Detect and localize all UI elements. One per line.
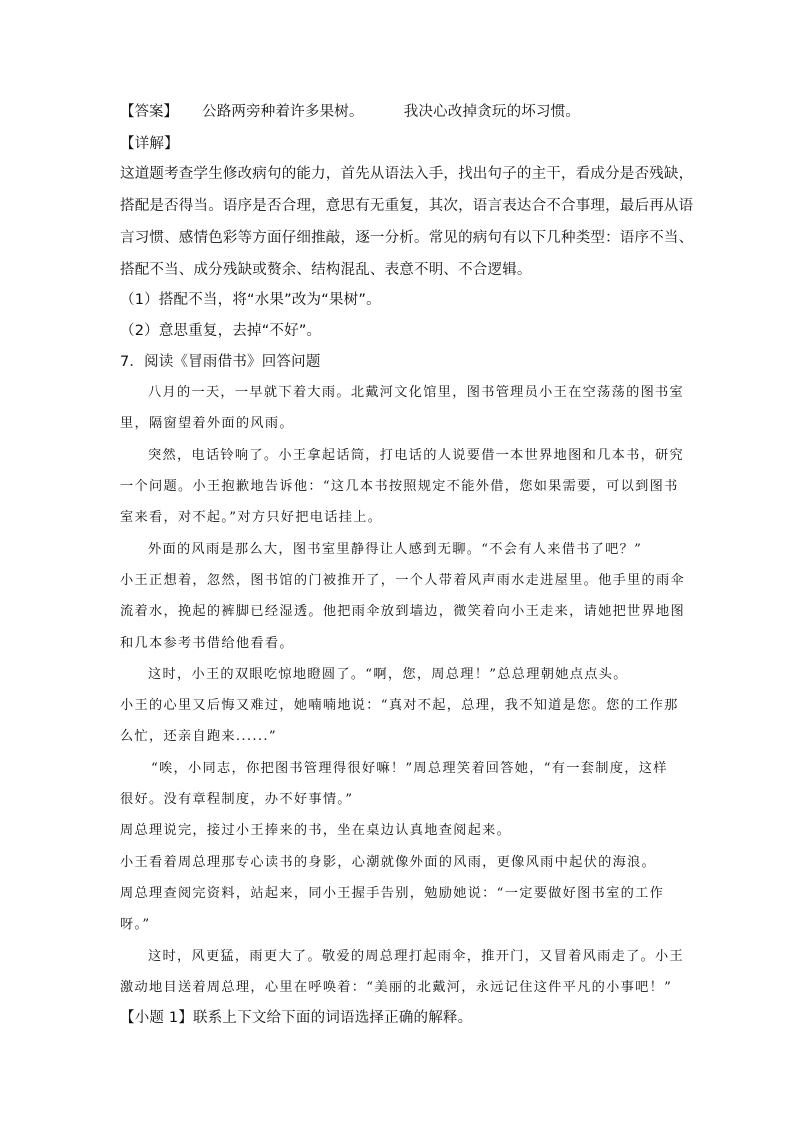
story-line: 小王正想着，忽然，图书馆的门被推开了，一个人带着风声雨水走进屋里。他手里的雨伞 xyxy=(120,573,686,588)
story-line: 室来看，对不起。”对方只好把电话挂上。 xyxy=(120,510,383,525)
story-line: 八月的一天，一早就下着大雨。北戴河文化馆里，图书管理员小王在空荡荡的图书室 xyxy=(148,385,685,400)
story-line: 很好。没有章程制度，办不好事情。” xyxy=(120,792,354,807)
story-line: 周总理查阅完资料，站起来，同小王握手告别，勉励她说：“一定要做好图书室的工作 xyxy=(120,886,665,901)
story-line: 里，隔窗望着外面的风雨。 xyxy=(120,416,294,431)
answer-item-1: 公路两旁种着许多果树。 xyxy=(202,104,364,120)
detail-point-2: （2）意思重复，去掉“不好”。 xyxy=(120,323,322,339)
answer-line xyxy=(120,102,580,122)
story-line: 外面的风雨是那么大，图书室里静得让人感到无聊。“不会有人来借书了吧？” xyxy=(148,542,643,557)
detail-label: 【详解】 xyxy=(120,136,179,152)
detail-paragraph-line: 言习惯、感情色彩等方面仔细推敲，逐一分析。常见的病句有以下几种类型：语序不当、 xyxy=(120,230,694,246)
story-line: 小王看着周总理那专心读书的身影，心潮就像外面的风雨，更像风雨中起伏的海浪。 xyxy=(120,855,657,870)
story-line: 流着水，挽起的裤脚已经湿透。他把雨伞放到墙边，微笑着向小王走来，请她把世界地图 xyxy=(120,604,686,619)
answer-item-2: 我决心改掉贪玩的坏习惯。 xyxy=(403,104,581,120)
detail-point-1: （1）搭配不当，将“水果”改为“果树”。 xyxy=(120,292,381,308)
story-line: 激动地目送着周总理，心里在呼唤着：“美丽的北戴河，永远记住这件平凡的小事吧！” xyxy=(120,980,673,995)
story-line: 周总理说完，接过小王捧来的书，坐在桌边认真地查阅起来。 xyxy=(120,823,512,838)
detail-paragraph-line: 这道题考查学生修改病句的能力，首先从语法入手，找出句子的主干，看成分是否残缺， xyxy=(120,166,694,182)
question-heading: 7．阅读《冒雨借书》回答问题 xyxy=(120,354,321,370)
story-line: 这时，小王的双眼吃惊地瞪圆了。“啊，您，周总理！”总总理朝她点点头。 xyxy=(148,667,628,682)
story-line: 么忙，还亲自跑来......” xyxy=(120,729,277,744)
story-line: 突然，电话铃响了。小王拿起话筒，打电话的人说要借一本世界地图和几本书，研究 xyxy=(148,448,685,463)
answer-label: 【答案】 xyxy=(120,104,178,120)
story-line: 呀。” xyxy=(120,917,151,932)
story-line: 这时，风更猛，雨更大了。敬爱的周总理打起雨伞，推开门，又冒着风雨走了。小王 xyxy=(148,949,685,964)
story-line: 一个问题。小王抱歉地告诉他：“这几本书按照规定不能外借，您如果需要，可以到图书 xyxy=(120,479,679,494)
story-line: 小王的心里又后悔又难过，她喃喃地说：“真对不起，总理，我不知道是您。您的工作那 xyxy=(120,698,679,713)
detail-paragraph-line: 搭配是否得当。语序是否合理，意思有无重复，其次，语言表达合不合事理，最后再从语 xyxy=(120,198,694,214)
detail-paragraph-line: 搭配不当、成分残缺或赘余、结构混乱、表意不明、不合逻辑。 xyxy=(120,262,532,278)
story-line: “唉，小同志，你把图书管理得很好嘛！”周总理笑着回答她，“有一套制度，这样 xyxy=(151,761,668,776)
story-line: 和几本参考书借给他看看。 xyxy=(120,636,294,651)
subquestion-heading: 【小题 1】联系上下文给下面的词语选择正确的解释。 xyxy=(120,1010,473,1026)
